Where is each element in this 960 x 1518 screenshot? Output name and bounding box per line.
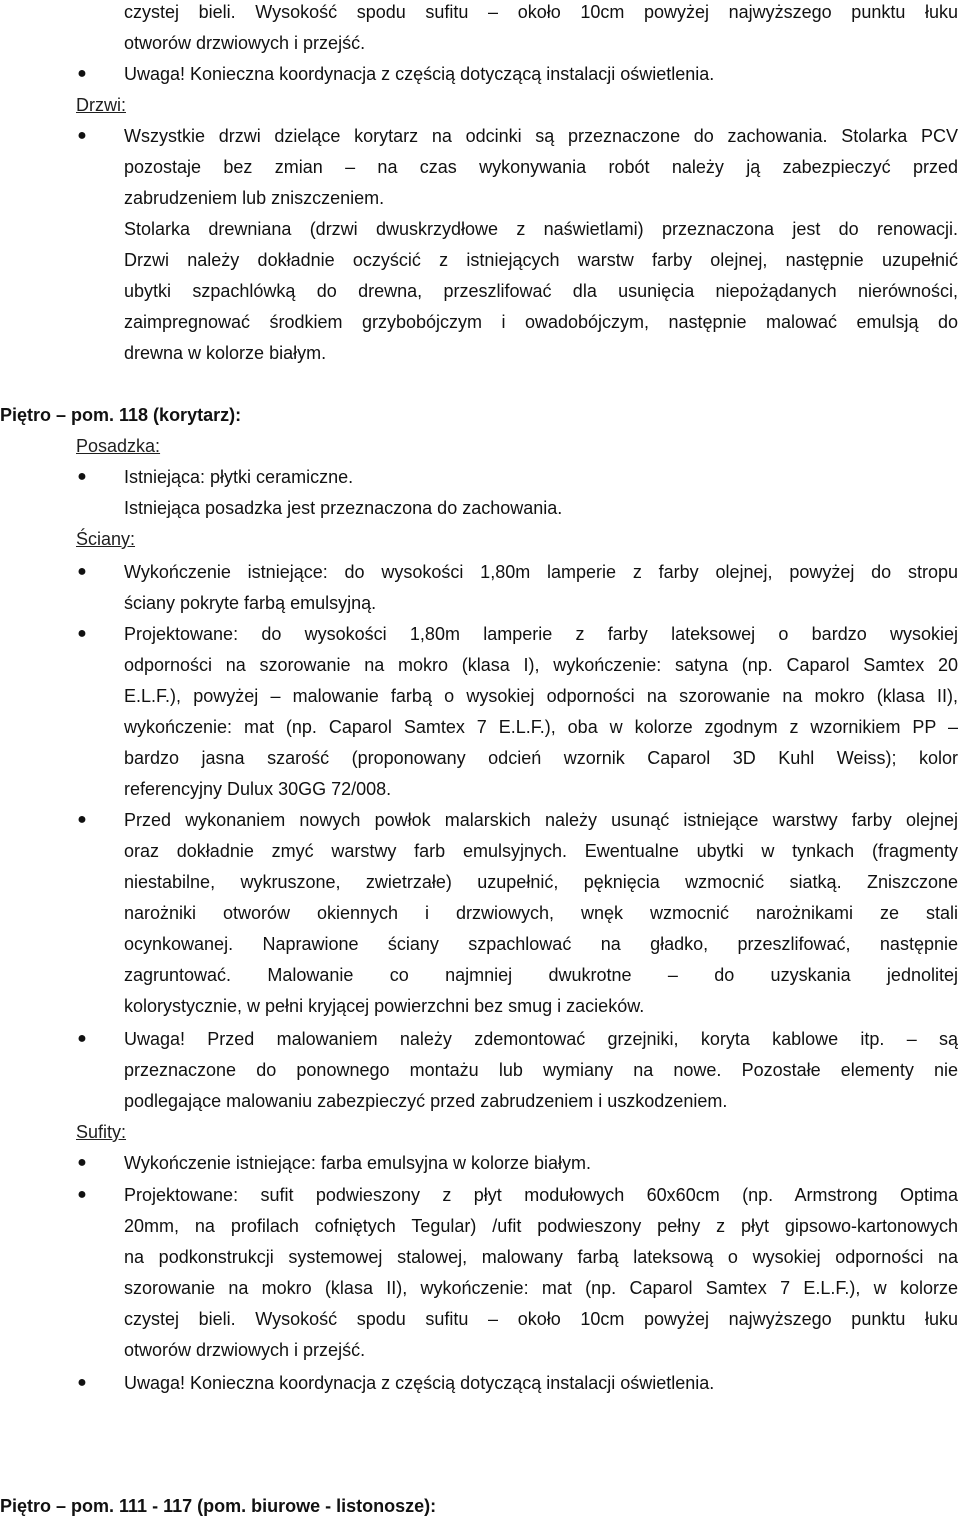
body-line: zabrudzeniem lub zniszczeniem. bbox=[124, 188, 385, 208]
section-heading-118: Piętro – pom. 118 (korytarz): bbox=[0, 405, 242, 425]
body-line: Stolarka drewniana (drzwi dwuskrzydłowe z naświetlami) przeznaczona jest do renowacji. bbox=[124, 219, 958, 239]
body-line: zagruntować. Malowanie co najmniej dwukrotne – do uzyskania jednolitej bbox=[124, 965, 958, 985]
body-line: drewna w kolorze białym. bbox=[124, 343, 327, 363]
body-line: szorowanie na mokro (klasa II), wykończenie: mat (np. Caparol Samtex 7 E.L.F.), w kolorze bbox=[124, 1278, 958, 1298]
body-line: na podkonstrukcji systemowej stalowej, malowany farbą lateksową o wysokiej odporności na bbox=[124, 1247, 958, 1267]
subheading-drzwi: Drzwi: bbox=[76, 95, 126, 115]
subheading-sufity: Sufity: bbox=[76, 1122, 127, 1142]
body-line: ubytki szpachlówką do drewna, przeszlifować dla usunięcia niepożądanych nierówności, bbox=[124, 281, 958, 301]
body-line: 20mm, na profilach cofniętych Tegular) /ufit podwieszony pełny z płyt gipsowo-kartonowych bbox=[124, 1216, 958, 1236]
body-line: Wykończenie istniejące: farba emulsyjna w kolorze białym. bbox=[124, 1153, 592, 1173]
body-line: otworów drzwiowych i przejść. bbox=[124, 33, 366, 53]
body-line: Istniejąca posadzka jest przeznaczona do zachowania. bbox=[124, 498, 563, 518]
body-line: odporności na szorowanie na mokro (klasa I), wykończenie: satyna (np. Caparol Samtex 20 bbox=[124, 655, 958, 675]
body-line: oraz dokładnie zmyć warstwy farb emulsyjnych. Ewentualne ubytki w tynkach (fragmenty bbox=[124, 841, 958, 861]
body-line: otworów drzwiowych i przejść. bbox=[124, 1340, 366, 1360]
body-line: Drzwi należy dokładnie oczyścić z istniejących warstw farby olejnej, następnie uzupełnić bbox=[124, 250, 958, 270]
bullet-icon: ● bbox=[77, 1186, 87, 1203]
body-line: pozostaje bez zmian – na czas wykonywania robót należy ją zabezpieczyć przed bbox=[124, 157, 958, 177]
body-line: Istniejąca: płytki ceramiczne. bbox=[124, 467, 354, 487]
body-line: czystej bieli. Wysokość spodu sufitu – około 10cm powyżej najwyższego punktu łuku bbox=[124, 1309, 958, 1329]
subheading-sciany: Ściany: bbox=[76, 529, 136, 549]
body-line: kolorystycznie, w pełni kryjącej powierzchni bez smug i zacieków. bbox=[124, 996, 645, 1016]
bullet-icon: ● bbox=[77, 563, 87, 580]
body-line: bardzo jasna szarość (proponowany odcień wzornik Caparol 3D Kuhl Weiss); kolor bbox=[124, 748, 958, 768]
body-line: Przed wykonaniem nowych powłok malarskich należy usunąć istniejące warstwy farby olejnej bbox=[124, 810, 958, 830]
bullet-icon: ● bbox=[77, 1374, 87, 1391]
bullet-icon: ● bbox=[77, 65, 87, 82]
body-line: E.L.F.), powyżej – malowanie farbą o wysokiej odporności na szorowanie na mokro (klasa II), bbox=[124, 686, 958, 706]
body-line: ocynkowanej. Naprawione ściany szpachlować na gładko, przeszlifować, następnie bbox=[124, 934, 958, 954]
bullet-icon: ● bbox=[77, 1154, 87, 1171]
body-line: Projektowane: sufit podwieszony z płyt modułowych 60x60cm (np. Armstrong Optima bbox=[124, 1185, 958, 1205]
section-heading-111-117: Piętro – pom. 111 - 117 (pom. biurowe - listonosze): bbox=[0, 1496, 437, 1516]
body-line: niestabilne, wykruszone, zwietrzałe) uzupełnić, pęknięcia wzmocnić siatką. Zniszczone bbox=[124, 872, 958, 892]
body-line: czystej bieli. Wysokość spodu sufitu – około 10cm powyżej najwyższego punktu łuku bbox=[124, 2, 958, 22]
body-line: Uwaga! Konieczna koordynacja z częścią dotyczącą instalacji oświetlenia. bbox=[124, 64, 715, 84]
body-line: referencyjny Dulux 30GG 72/008. bbox=[124, 779, 392, 799]
body-line: Projektowane: do wysokości 1,80m lamperie z farby lateksowej o bardzo wysokiej bbox=[124, 624, 958, 644]
body-line: zaimpregnować środkiem grzybobójczym i owadobójczym, następnie malować emulsją do bbox=[124, 312, 958, 332]
body-line: Wykończenie istniejące: do wysokości 1,80m lamperie z farby olejnej, powyżej do stropu bbox=[124, 562, 958, 582]
bullet-icon: ● bbox=[77, 1030, 87, 1047]
body-line: Uwaga! Konieczna koordynacja z częścią dotyczącą instalacji oświetlenia. bbox=[124, 1373, 715, 1393]
body-line: Wszystkie drzwi dzielące korytarz na odcinki są przeznaczone do zachowania. Stolarka PCV bbox=[124, 126, 958, 146]
body-line: przeznaczone do ponownego montażu lub wymiany na nowe. Pozostałe elementy nie bbox=[124, 1060, 958, 1080]
body-line: narożniki otworów okiennych i drzwiowych, wnęk wzmocnić narożnikami ze stali bbox=[124, 903, 958, 923]
bullet-icon: ● bbox=[77, 625, 87, 642]
bullet-icon: ● bbox=[77, 468, 87, 485]
body-line: ściany pokryte farbą emulsyjną. bbox=[124, 593, 377, 613]
body-line: podlegające malowaniu zabezpieczyć przed zabrudzeniem i uszkodzeniem. bbox=[124, 1091, 728, 1111]
bullet-icon: ● bbox=[77, 811, 87, 828]
body-line: Uwaga! Przed malowaniem należy zdemontować grzejniki, koryta kablowe itp. – są bbox=[124, 1029, 958, 1049]
body-line: wykończenie: mat (np. Caparol Samtex 7 E.L.F.), oba w kolorze zgodnym z wzornikiem PP – bbox=[124, 717, 958, 737]
subheading-posadzka: Posadzka: bbox=[76, 436, 161, 456]
bullet-icon: ● bbox=[77, 127, 87, 144]
